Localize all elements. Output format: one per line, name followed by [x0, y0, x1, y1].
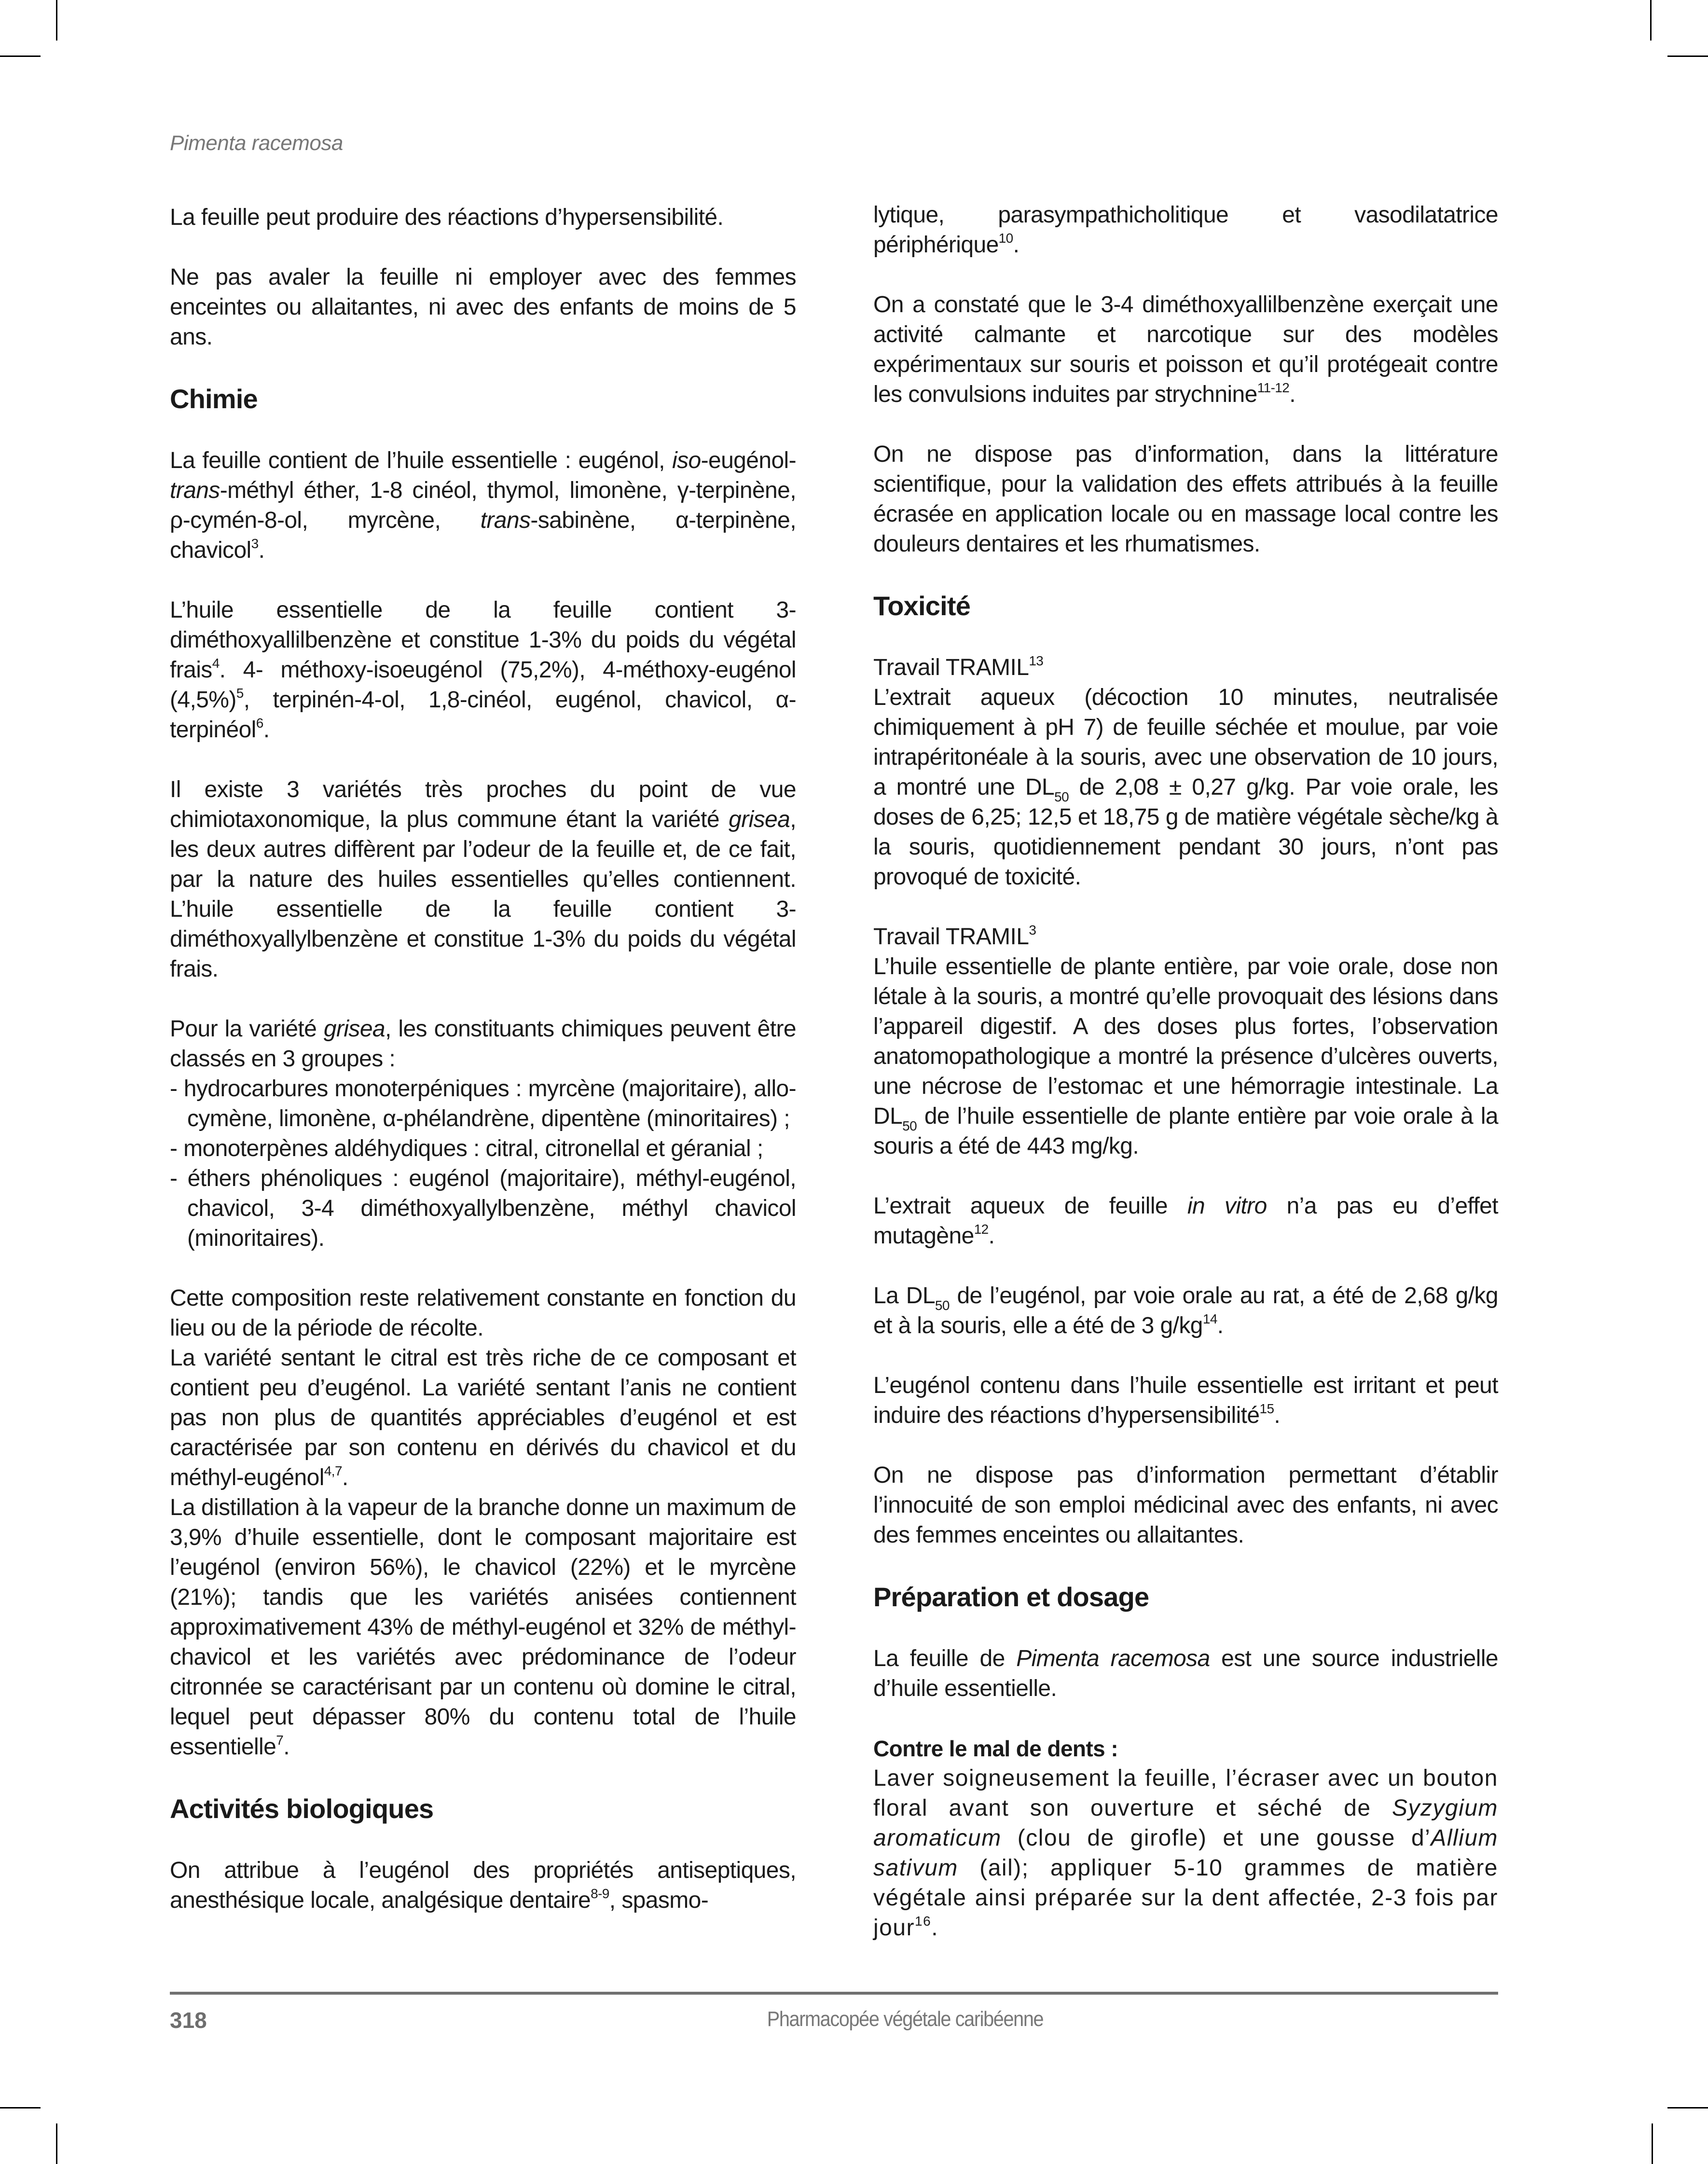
- study-label: Travail TRAMIL$^{13}$: [873, 653, 1044, 680]
- crop-mark-bottom-right-horizontal: [1667, 2107, 1708, 2109]
- study-label: Travail TRAMIL$^3$: [873, 923, 1036, 950]
- activites-paragraph-3: On ne dispose pas d’information, dans la littérature scientifique, pour la validation des effets attribués à la feuille écrasée en application locale ou en massage local contre les douleurs dentaires et les rhumatismes.: [873, 441, 1498, 557]
- footnote-ref: 16: [915, 1914, 932, 1929]
- list-item: - éthers phénoliques : eugénol (majoritaire), méthyl-eugénol, chavicol, 3-4 diméthoxyallylbenzène, méthyl chavicol (minoritaires).: [170, 1164, 796, 1254]
- activites-paragraph-1: On attribue à l’eugénol des propriétés antiseptiques, anesthésique locale, analgésique dentaire$^{8-9}$, spasmo-: [170, 1858, 796, 1913]
- section-heading-activites-biologiques: Activités biologiques: [170, 1793, 434, 1824]
- section-heading-chimie: Chimie: [170, 384, 258, 414]
- left-column: [170, 203, 796, 1916]
- toxicite-paragraph-safety: On ne dispose pas d’information permettant d’établir l’innocuité de son emploi médicinal avec des enfants, ni avec des femmes enceintes ou allaitantes.: [873, 1462, 1498, 1548]
- toxicite-paragraph-irritant: L’eugénol contenu dans l’huile essentielle est irritant et peut induire des réactions d’hypersensibilité$^{15}$.: [873, 1373, 1498, 1428]
- activites-paragraph-1-continued: lytique, parasympathicholitique et vasodilatatrice périphérique$^{10}$.: [873, 202, 1498, 258]
- footnote-ref: 14: [1202, 1311, 1217, 1326]
- footnote-ref: 3: [1029, 923, 1036, 937]
- subheading-toothache: Contre le mal de dents :: [873, 1736, 1118, 1761]
- crop-mark-top-right-horizontal: [1667, 55, 1708, 57]
- running-header: Pimenta racemosa: [170, 131, 343, 155]
- crop-mark-top-right-vertical: [1650, 0, 1652, 41]
- crop-mark-top-left-vertical: [56, 0, 57, 41]
- footnote-ref: 3: [251, 536, 259, 551]
- page-number: 318: [170, 2008, 207, 2033]
- chimie-paragraph-2: L’huile essentielle de la feuille contient 3-diméthoxyallilbenzène et constitue 1-3% du poids du végétal frais$^4$. 4- méthoxy-isoeugénol (75,2%), 4-méthoxy-eugénol $(4,5\%)^5$, terpinén-4-ol, 1,8-cinéol, eugénol, chavicol, α-terpinéol$^6$.: [170, 597, 796, 743]
- footnote-ref: 4,7: [324, 1463, 342, 1478]
- constituent-groups-list: [170, 1074, 796, 1254]
- contraindication-note: Ne pas avaler la feuille ni employer avec des femmes enceintes ou allaitantes, ni avec des enfants de moins de 5 ans.: [170, 264, 796, 350]
- footnote-ref: 6: [256, 716, 263, 731]
- hypersensitivity-note: La feuille peut produire des réactions d’hypersensibilité.: [170, 205, 724, 230]
- footnote-ref: 5: [236, 686, 244, 701]
- right-column: [873, 200, 1498, 1943]
- list-item: - monoterpènes aldéhydiques : citral, citronellal et géranial ;: [170, 1134, 796, 1164]
- crop-mark-bottom-left-vertical: [56, 2123, 57, 2164]
- toxicite-paragraph-eugenol-dl50: La $DL_{50}$ de l’eugénol, par voie orale au rat, a été de 2,68 g/kg et à la souris, elle a été de 3 $g/kg^{14}$.: [873, 1283, 1498, 1338]
- footnote-ref: 12: [974, 1222, 989, 1237]
- footnote-ref: 10: [998, 231, 1013, 246]
- crop-mark-top-left-horizontal: [0, 55, 41, 57]
- toxicite-study-2: L’huile essentielle de plante entière, par voie orale, dose non létale à la souris, a montré qu’elle provoquait des lésions dans l’appareil digestif. A des doses plus fortes, l’observation anatomopathologique a montré la présence d’ulcères ouverts, une nécrose de l’estomac et une hémorragie intestinale. La $DL_{50}$ de l’huile essentielle de plante entière par voie orale à la souris a été de 443 mg/kg.: [873, 954, 1498, 1159]
- preparation-paragraph-1: La feuille de Pimenta racemosa est une source industrielle d’huile essentielle.: [873, 1646, 1498, 1701]
- section-heading-toxicite: Toxicité: [873, 591, 971, 621]
- chimie-paragraph-7: La distillation à la vapeur de la branche donne un maximum de 3,9% d’huile essentielle, dont le composant majoritaire est l’eugénol (environ 56%), le chavicol (22%) et le myrcène (21%); tandis que les variétés anisées contiennent approximativement 43% de méthyl-eugénol et 32% de méthyl-chavicol et les variétés avec prédominance de l’odeur citronnée se caractérisant par un contenu où domine le citral, lequel peut dépasser 80% du contenu total de l’huile essentielle$^7$.: [170, 1495, 796, 1760]
- chimie-paragraph-5: Cette composition reste relativement constante en fonction du lieu ou de la période de récolte.: [170, 1285, 796, 1341]
- footer-divider: [170, 1992, 1498, 1995]
- list-item: - hydrocarbures monoterpéniques : myrcène (majoritaire), allo-cymène, limonène, α-phélandrène, dipentène (minoritaires) ;: [170, 1074, 796, 1134]
- toxicite-study-1: L’extrait aqueux (décoction 10 minutes, neutralisée chimiquement à pH 7) de feuille séchée et moulue, par voie intrapéritonéale à la souris, avec une observation de 10 jours, a montré une $DL_{50}$ de 2,08 ± 0,27 g/kg. Par voie orale, les doses de 6,25; 12,5 et 18,75 g de matière végétale sèche/kg à la souris, quotidiennement pendant 30 jours, n’ont pas provoqué de toxicité.: [873, 685, 1498, 890]
- toxicite-paragraph-mutagen: L’extrait aqueux de feuille in vitro n’a pas eu d’effet mutagène$^{12}$.: [873, 1193, 1499, 1249]
- footnote-ref: 11-12: [1257, 380, 1290, 395]
- crop-mark-bottom-left-horizontal: [0, 2107, 41, 2109]
- footnote-ref: 8-9: [591, 1886, 609, 1901]
- chimie-paragraph-3: Il existe 3 variétés très proches du point de vue chimiotaxonomique, la plus commune étant la variété grisea, les deux autres diffèrent par l’odeur de la feuille et, de ce fait, par la nature des huiles essentielles qu’elles contiennent. L’huile essentielle de la feuille contient 3-diméthoxyallylbenzène et constitue 1-3% du poids du végétal frais.: [170, 777, 796, 982]
- chimie-paragraph-6: La variété sentant le citral est très riche de ce composant et contient peu d’eugénol. La variété sentant l’anis ne contient pas non plus de quantités appréciables d’eugénol et est caractérisée par son contenu en dérivés du chavicol et du méthyl-eugénol$^{4,7}$.: [170, 1345, 796, 1490]
- chimie-paragraph-1: La feuille contient de l’huile essentielle : eugénol, iso-eugénol-trans-méthyl éther, 1-8 cinéol, thymol, limonène, γ-terpinène, ρ-cymén-8-ol, myrcène, trans-sabinène, α-terpinène, chavicol$^3$.: [170, 448, 796, 563]
- chimie-paragraph-4: Pour la variété grisea, les constituants chimiques peuvent être classés en 3 groupes :: [170, 1016, 796, 1072]
- section-heading-preparation: Préparation et dosage: [873, 1582, 1149, 1612]
- footnote-ref: 13: [1029, 653, 1044, 668]
- toothache-instructions: Laver soigneusement la feuille, l’écraser avec un bouton floral avant son ouverture et séché de Syzygium aromaticum (clou de girofle) et une gousse d’Allium sativum (ail); appliquer 5-10 grammes de matière végétale ainsi préparée sur la dent affectée, 2-3 fois par jour$^{16}$.: [873, 1765, 1498, 1941]
- crop-mark-bottom-right-vertical: [1652, 2123, 1653, 2164]
- footnote-ref: 4: [212, 656, 220, 671]
- activites-paragraph-2: On a constaté que le 3-4 diméthoxyallilbenzène exerçait une activité calmante et narcotique sur des modèles expérimentaux sur souris et poisson et qu’il protégeait contre les convulsions induites par strychnine$^{11-12}$.: [873, 292, 1498, 407]
- footnote-ref: 15: [1259, 1401, 1274, 1416]
- footer-book-title: Pharmacopée végétale caribéenne: [767, 2007, 1044, 2031]
- footnote-ref: 7: [276, 1733, 284, 1748]
